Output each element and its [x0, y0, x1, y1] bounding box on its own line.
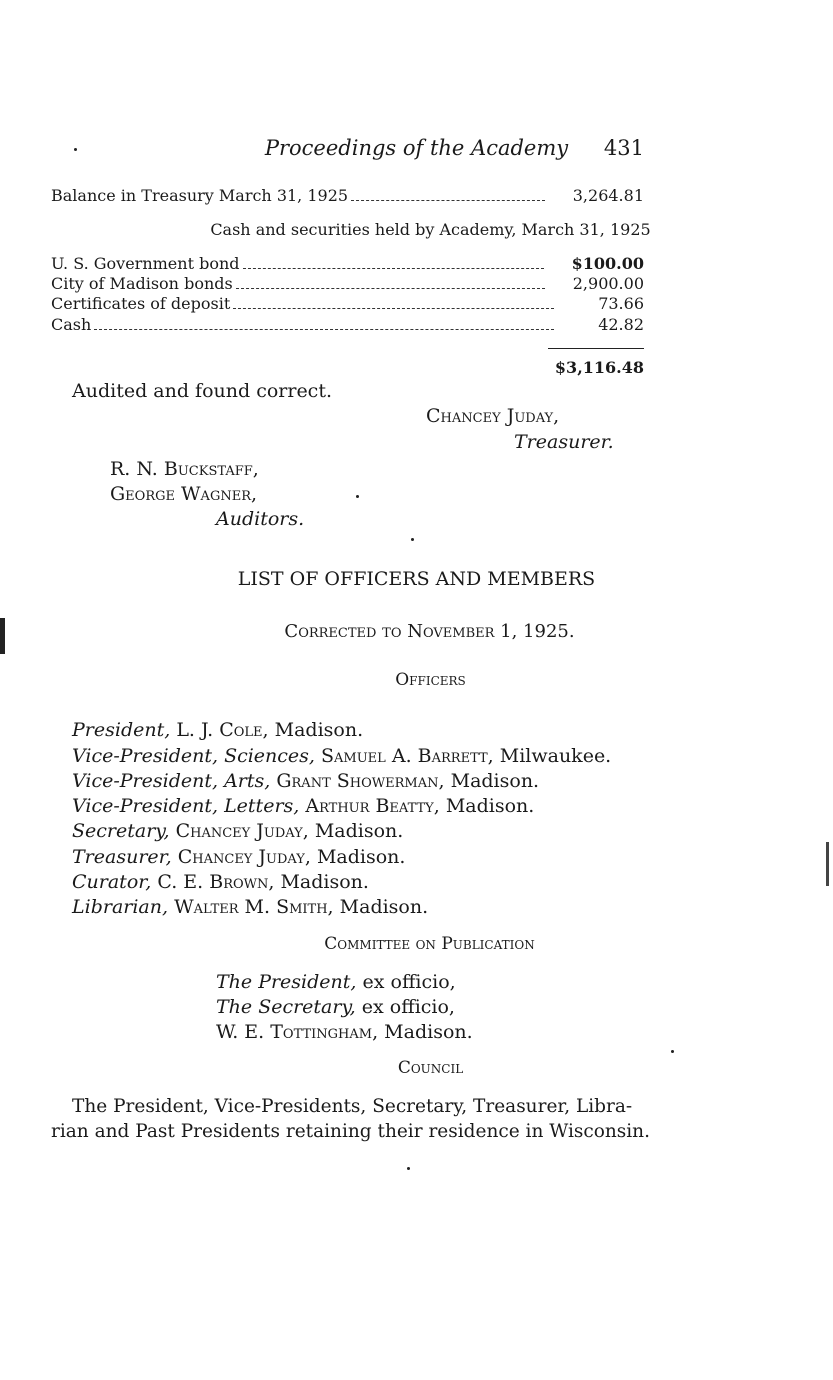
- scan-speck: [671, 1050, 674, 1053]
- total-rule: [548, 348, 644, 349]
- officer-name: Samuel A. Barrett,: [321, 745, 494, 767]
- officer-place: Madison.: [450, 770, 540, 792]
- officer-entry: [72, 820, 403, 842]
- running-header-title: Proceedings of the Academy: [264, 136, 569, 160]
- committee-place: Madison.: [384, 1021, 473, 1043]
- officer-role: Treasurer,: [72, 846, 172, 868]
- balance-row: [51, 186, 644, 208]
- securities-label: Cash: [51, 315, 92, 334]
- dot-leader: [243, 268, 544, 269]
- officer-name: C. E. Brown,: [157, 871, 275, 893]
- balance-label: Balance in Treasury March 31, 1925: [51, 186, 349, 205]
- officer-role: President,: [72, 719, 171, 741]
- audit-statement: Audited and found correct.: [72, 380, 332, 402]
- securities-amount: 2,900.00: [572, 274, 644, 293]
- committee-role: The President,: [216, 971, 357, 993]
- securities-amount: $100.00: [571, 254, 644, 273]
- officer-role: Vice-President, Sciences,: [72, 745, 315, 767]
- scan-speck: [74, 148, 77, 151]
- officer-role: Secretary,: [72, 820, 170, 842]
- officer-entry: [72, 871, 369, 893]
- officer-name: Walter M. Smith,: [174, 896, 334, 918]
- securities-label: Certificates of deposit: [51, 294, 231, 313]
- securities-label: City of Madison bonds: [51, 274, 233, 293]
- dot-leader: [351, 200, 545, 201]
- officer-entry: [72, 719, 363, 741]
- auditors-title: Auditors.: [216, 508, 305, 530]
- officer-name: Grant Showerman,: [276, 770, 445, 792]
- auditor-name: George Wagner,: [110, 483, 258, 505]
- treasurer-signature: Chancey Juday,: [426, 405, 560, 427]
- treasurer-title: Treasurer.: [514, 431, 614, 453]
- securities-amount: 73.66: [598, 294, 644, 313]
- officer-place: Milwaukee.: [499, 745, 612, 767]
- officer-place: Madison.: [280, 871, 369, 893]
- scan-edge-mark: [0, 618, 5, 654]
- committee-member: [216, 996, 455, 1018]
- committee-heading: Committee on Publication: [324, 934, 535, 954]
- officer-role: Curator,: [72, 871, 152, 893]
- officer-name: L. J. Cole,: [176, 719, 269, 741]
- officer-role: Vice-President, Arts,: [72, 770, 271, 792]
- committee-member: [216, 971, 456, 993]
- officer-entry: [72, 795, 534, 817]
- officer-entry: [72, 770, 539, 792]
- securities-row: [51, 254, 644, 276]
- officer-place: Madison.: [316, 846, 406, 868]
- officer-entry: [72, 896, 428, 918]
- scan-speck: [356, 495, 359, 498]
- officer-place: Madison.: [314, 820, 404, 842]
- committee-note: ex officio,: [362, 971, 456, 993]
- council-text-line: The President, Vice-Presidents, Secretary, Treasurer, Libra-: [72, 1096, 633, 1117]
- officer-entry: [72, 745, 611, 767]
- officers-heading: Officers: [395, 670, 466, 690]
- securities-total: $3,116.48: [554, 358, 644, 377]
- scan-speck: [411, 538, 414, 541]
- committee-role: The Secretary,: [216, 996, 356, 1018]
- officer-place: Madison.: [445, 795, 535, 817]
- dot-leader: [236, 288, 545, 289]
- balance-amount: 3,264.81: [572, 186, 644, 205]
- officer-place: Madison.: [339, 896, 429, 918]
- scan-edge-mark: [826, 842, 829, 886]
- officer-name: Chancey Juday,: [177, 846, 311, 868]
- securities-heading: Cash and securities held by Academy, March 31, 1925: [210, 220, 651, 239]
- officer-place: Madison.: [274, 719, 364, 741]
- scan-speck: [407, 1167, 410, 1170]
- committee-name: W. E. Tottingham,: [216, 1021, 379, 1043]
- council-text-line: rian and Past Presidents retaining their residence in Wisconsin.: [51, 1121, 650, 1142]
- securities-row: [51, 274, 644, 296]
- securities-amount: 42.82: [598, 315, 644, 334]
- committee-note: ex officio,: [361, 996, 455, 1018]
- officer-role: Librarian,: [72, 896, 169, 918]
- page-number: 431: [603, 136, 644, 160]
- auditor-name: R. N. Buckstaff,: [110, 458, 259, 480]
- securities-label: U. S. Government bond: [51, 254, 240, 273]
- officer-name: Chancey Juday,: [175, 820, 309, 842]
- securities-row: [51, 315, 644, 337]
- officer-entry: [72, 846, 405, 868]
- dot-leader: [94, 329, 554, 330]
- corrected-date: Corrected to November 1, 1925.: [284, 621, 575, 642]
- committee-member: [216, 1021, 473, 1043]
- dot-leader: [233, 308, 554, 309]
- officer-role: Vice-President, Letters,: [72, 795, 300, 817]
- council-heading: Council: [397, 1058, 464, 1078]
- securities-row: [51, 294, 644, 316]
- list-title: LIST OF OFFICERS AND MEMBERS: [237, 568, 596, 590]
- officer-name: Arthur Beatty,: [305, 795, 440, 817]
